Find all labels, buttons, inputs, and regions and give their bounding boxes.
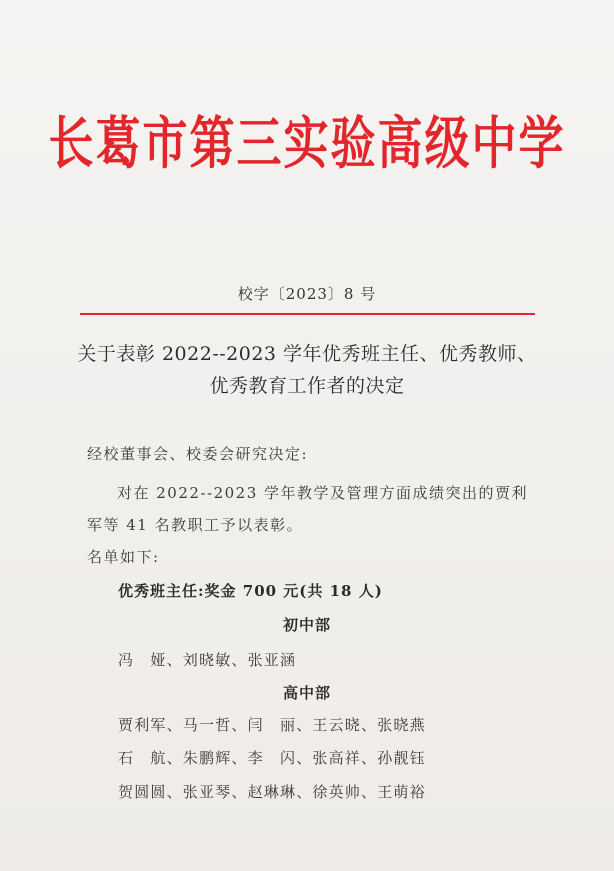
paragraph-line-2: 军等 41 名教职工予以表彰。 [87, 516, 304, 534]
senior-name-row-2: 石 航、朱鹏辉、李 闪、张高祥、孙靓钰 [118, 749, 426, 767]
decision-title [70, 338, 544, 402]
paragraph-line-1: 对在 2022--2023 学年教学及管理方面成绩突出的贾利 [117, 484, 529, 502]
document-number: 校字〔2023〕8 号 [237, 285, 377, 303]
red-divider-line [80, 313, 535, 315]
senior-department-heading: 高中部 [282, 684, 331, 702]
school-name-header: 长葛市第三实验高级中学 [48, 110, 566, 177]
senior-name-row-3: 贺圆圆、张亚琴、赵琳琳、徐英帅、王萌裕 [118, 783, 426, 801]
senior-name-row-1: 贾利军、马一哲、闫 丽、王云晓、张晓燕 [118, 716, 426, 734]
decision-title-line-2: 优秀教育工作者的决定 [209, 375, 405, 397]
junior-name-row: 冯 娅、刘晓敏、张亚涵 [118, 651, 297, 669]
decision-title-line-1: 关于表彰 2022--2023 学年优秀班主任、优秀教师、 [77, 343, 537, 365]
junior-department-heading: 初中部 [282, 616, 331, 634]
list-intro: 名单如下: [87, 548, 160, 566]
award-heading-excellent-class-teacher: 优秀班主任:奖金 700 元(共 18 人) [118, 582, 383, 600]
intro-text: 经校董事会、校委会研究决定: [87, 445, 309, 463]
